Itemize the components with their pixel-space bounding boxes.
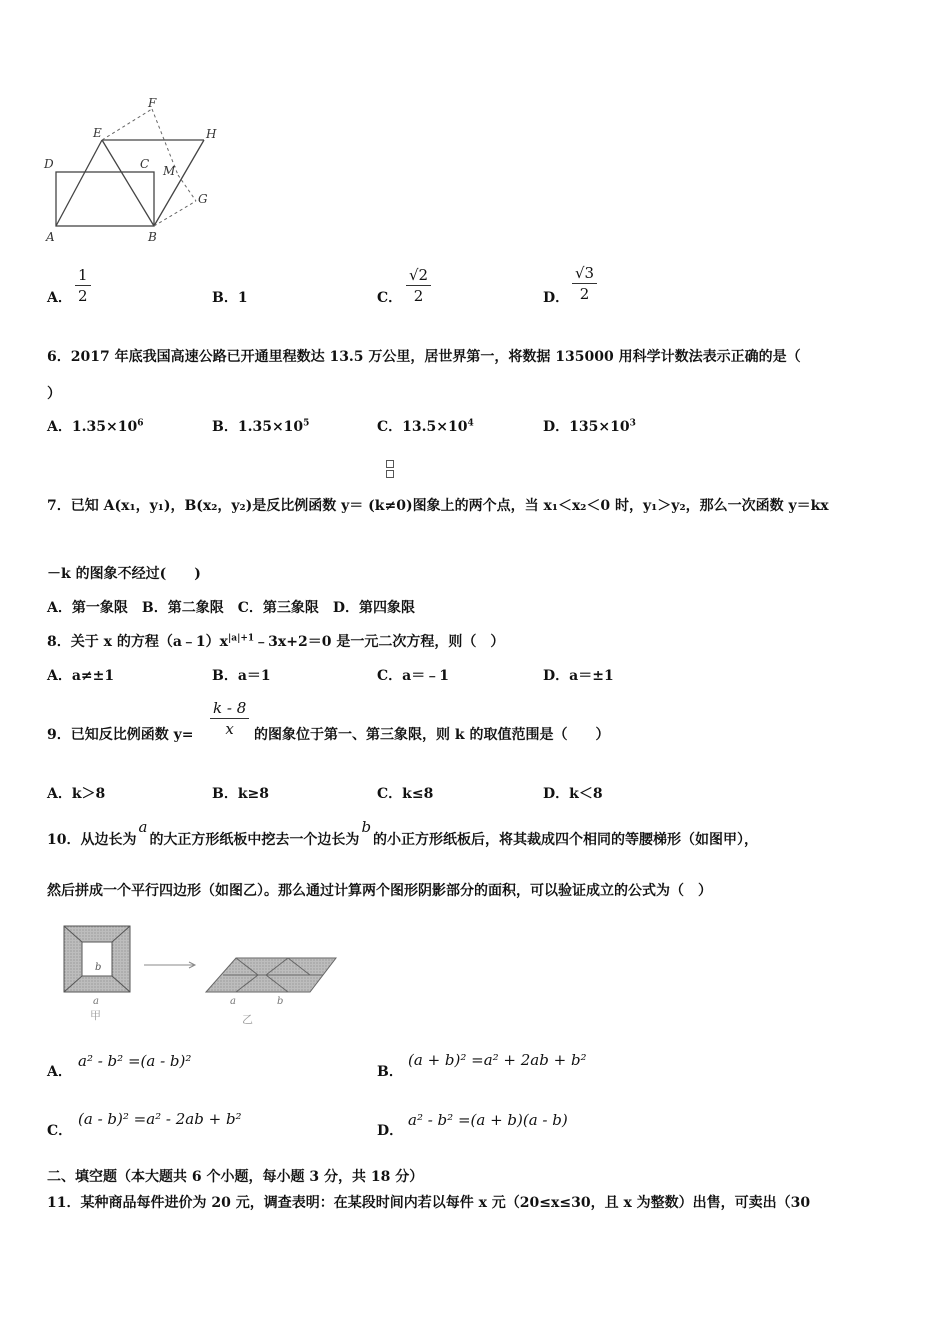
q6-option-d[interactable]: D．$135\times 10^3$ — [543, 418, 636, 435]
label-h: H — [206, 127, 217, 141]
q9-stem-suffix: 的图象位于第一、第三象限，则 k 的取值范围是（ ） — [254, 727, 610, 743]
q5-option-a[interactable] — [47, 287, 72, 307]
q5-option-a-label: A． — [47, 290, 72, 306]
segment-eb — [102, 140, 154, 226]
q9-option-a[interactable]: A．k＞8 — [47, 786, 106, 802]
dashed-bg — [154, 201, 196, 226]
figure-jia-inner-label: b — [95, 962, 102, 973]
q7-stem-continued: －k 的图象不经过( ) — [47, 566, 201, 582]
q6-stem-close: ） — [47, 386, 61, 402]
q8-option-a[interactable]: A．a≠±1 — [47, 668, 115, 684]
q10-stem: 10．从边长为a的大正方形纸板中挖去一个边长为b的小正方形纸板后，将其裁成四个相同的等腰梯形（如图甲）， — [47, 818, 759, 848]
figure-jia-caption: 甲 — [90, 1009, 101, 1022]
q5-option-b[interactable]: B．1 — [212, 290, 248, 306]
q6-option-b[interactable]: B．$1.35\times 10^5$ — [212, 418, 310, 435]
q10-option-b-formula: (a + b)² =a² + 2ab + b² — [408, 1051, 587, 1069]
q10-option-d-formula: a² - b² =(a + b)(a - b) — [408, 1111, 568, 1129]
segment-hb — [154, 140, 204, 226]
q9-stem-prefix: 9．已知反比例函数 y= — [47, 727, 194, 743]
q10-option-b-label[interactable]: B． — [377, 1064, 403, 1080]
figure-yi — [206, 958, 336, 992]
label-e: E — [93, 126, 102, 140]
q8-option-c[interactable]: C．a＝﹣1 — [377, 668, 449, 684]
figure-yi-b-label: b — [277, 996, 284, 1007]
label-g: G — [198, 192, 208, 206]
arrow-icon — [144, 962, 195, 968]
q10-option-d-label[interactable]: D． — [377, 1123, 404, 1139]
q7-fraction-placeholder — [386, 460, 394, 480]
q6-stem: 6．2017 年底我国高速公路已开通里程数达 13.5 万公里，居世界第一，将数据 135000 用科学计数法表示正确的是（ — [47, 349, 801, 365]
dashed-ef — [102, 109, 152, 140]
q8-option-b[interactable]: B．a＝1 — [212, 668, 271, 684]
q10-option-c-formula: (a - b)² =a² - 2ab + b² — [78, 1110, 242, 1128]
geometry-figure-q5 — [40, 95, 230, 255]
q6-option-a[interactable]: A．$1.35\times 10^6$ — [47, 418, 144, 435]
q10-option-a-formula: a² - b² =(a - b)² — [78, 1052, 192, 1070]
q10-stem-continued: 然后拼成一个平行四边形（如图乙）。那么通过计算两个图形阴影部分的面积，可以验证成立的公式为（ ） — [47, 883, 712, 899]
q9-option-d[interactable]: D．k＜8 — [543, 786, 603, 802]
q7-stem: 7．已知 A(x₁，y₁)，B(x₂，y₂)是反比例函数 y＝ (k≠0)图象上的两个点，当 x₁＜x₂＜0 时，y₁＞y₂，那么一次函数 y＝kx — [47, 498, 829, 514]
q11-stem: 11．某种商品每件进价为 20 元，调查表明：在某段时间内若以每件 x 元（20≤x≤30，且 x 为整数）出售，可卖出（30 — [47, 1195, 811, 1211]
label-b: B — [148, 230, 157, 244]
q9-option-b[interactable]: B．k≥8 — [212, 786, 270, 802]
figure-jia-side-label: a — [93, 996, 99, 1007]
q10-option-c-label[interactable]: C． — [47, 1123, 73, 1139]
q6-option-c[interactable]: C．$13.5\times 10^4$ — [377, 418, 474, 435]
q8-stem: 8．关于 x 的方程$(a﹣1)x^{|a|+1}﹣3x+2=0$ 是一元二次方程，则（ ） — [47, 633, 505, 650]
label-a: A — [46, 230, 55, 244]
label-d: D — [44, 157, 54, 171]
figure-jia — [64, 926, 130, 992]
segment-ae — [56, 140, 102, 226]
q7-options[interactable]: A．第一象限 B．第二象限 C．第三象限 D．第四象限 — [47, 600, 415, 616]
label-m: M — [163, 164, 176, 178]
figure-jia-yi — [58, 920, 348, 1030]
figure-yi-a-label: a — [230, 996, 236, 1007]
q5-option-c-fraction: $\frac{√2}{2}$ — [406, 265, 431, 306]
q8-option-d[interactable]: D．a＝±1 — [543, 668, 614, 684]
section-2-title: 二、填空题（本大题共 6 个小题，每小题 3 分，共 18 分） — [47, 1169, 424, 1185]
q5-option-d-fraction: $\frac{√3}{2}$ — [572, 263, 597, 304]
q5-option-a-fraction: $\frac{1}{2}$ — [75, 265, 91, 306]
q9-option-c[interactable]: C．k≤8 — [377, 786, 434, 802]
q5-option-c[interactable]: C． — [377, 290, 403, 306]
label-c: C — [140, 157, 150, 171]
figure-yi-caption: 乙 — [242, 1013, 253, 1026]
label-f: F — [148, 96, 157, 110]
q5-option-d[interactable]: D． — [543, 290, 570, 306]
q9-fraction: $\frac{k - 8}{x}$ — [210, 698, 249, 739]
q10-option-a-label[interactable]: A． — [47, 1064, 72, 1080]
